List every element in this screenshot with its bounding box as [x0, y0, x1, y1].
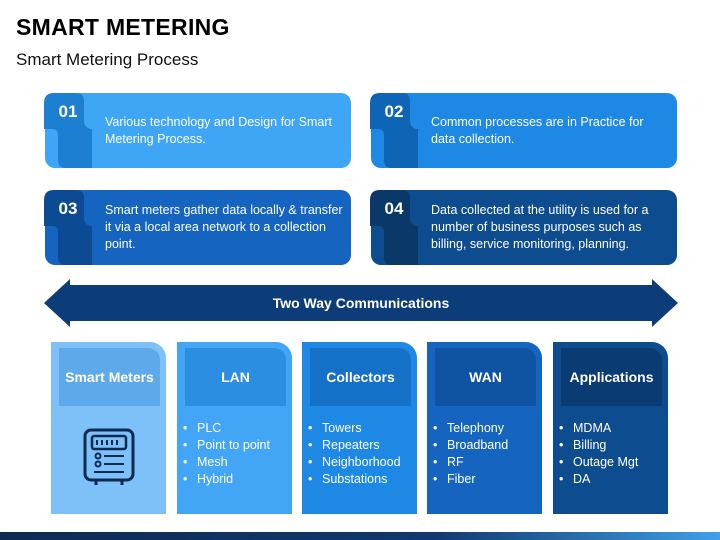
list-item: • Billing [559, 437, 638, 454]
list-item: • DA [559, 471, 638, 488]
list-item: • Substations [308, 471, 401, 488]
step-number: 01 [58, 102, 78, 121]
list-item: • PLC [183, 420, 270, 437]
step-card-01 [45, 93, 351, 168]
column-applications [553, 342, 668, 514]
list-item: • Broadband [433, 437, 508, 454]
list-item: • Towers [308, 420, 401, 437]
list-item: • Point to point [183, 437, 270, 454]
list-item: • Telephony [433, 420, 508, 437]
page-title: SMART METERING [16, 14, 230, 40]
column-title: Applications [561, 348, 662, 406]
step-number: 02 [384, 102, 404, 121]
column-collectors [302, 342, 417, 514]
list-item: • MDMA [559, 420, 638, 437]
page-subtitle: Smart Metering Process [16, 50, 199, 69]
arrow-label: Two Way Communications [272, 295, 450, 311]
list-item: • Fiber [433, 471, 508, 488]
column-title: WAN [435, 348, 536, 406]
step-card-03 [45, 190, 351, 265]
step-text: Various technology and Design for Smart Metering Process. [105, 114, 332, 146]
column-title: LAN [185, 348, 286, 406]
list-item: • Mesh [183, 454, 270, 471]
step-text: Data collected at the utility is used for a number of business purposes such as billing, service monitoring, planning. [431, 203, 649, 251]
list-item: • Hybrid [183, 471, 270, 488]
step-text: Common processes are in Practice for data collection. [431, 114, 644, 146]
column-lan [177, 342, 292, 514]
footer-bar [0, 532, 720, 540]
step-card-04 [371, 190, 677, 265]
column-smart-meters [51, 342, 166, 514]
list-item: • Outage Mgt [559, 454, 638, 471]
column-title: Collectors [310, 348, 411, 406]
list-item: • Repeaters [308, 437, 401, 454]
column-list [308, 420, 401, 488]
column-title: Smart Meters [59, 348, 160, 406]
step-card-02 [371, 93, 677, 168]
column-wan [427, 342, 542, 514]
column-list [183, 420, 270, 488]
list-item: • Neighborhood [308, 454, 401, 471]
list-item: • RF [433, 454, 508, 471]
column-list [559, 420, 638, 488]
step-number: 04 [384, 199, 404, 218]
step-number: 03 [58, 199, 78, 218]
smart-meter-icon [82, 428, 136, 486]
step-text: Smart meters gather data locally & transfer it via a local area network to a collection point. [105, 203, 343, 251]
column-list [433, 420, 508, 488]
